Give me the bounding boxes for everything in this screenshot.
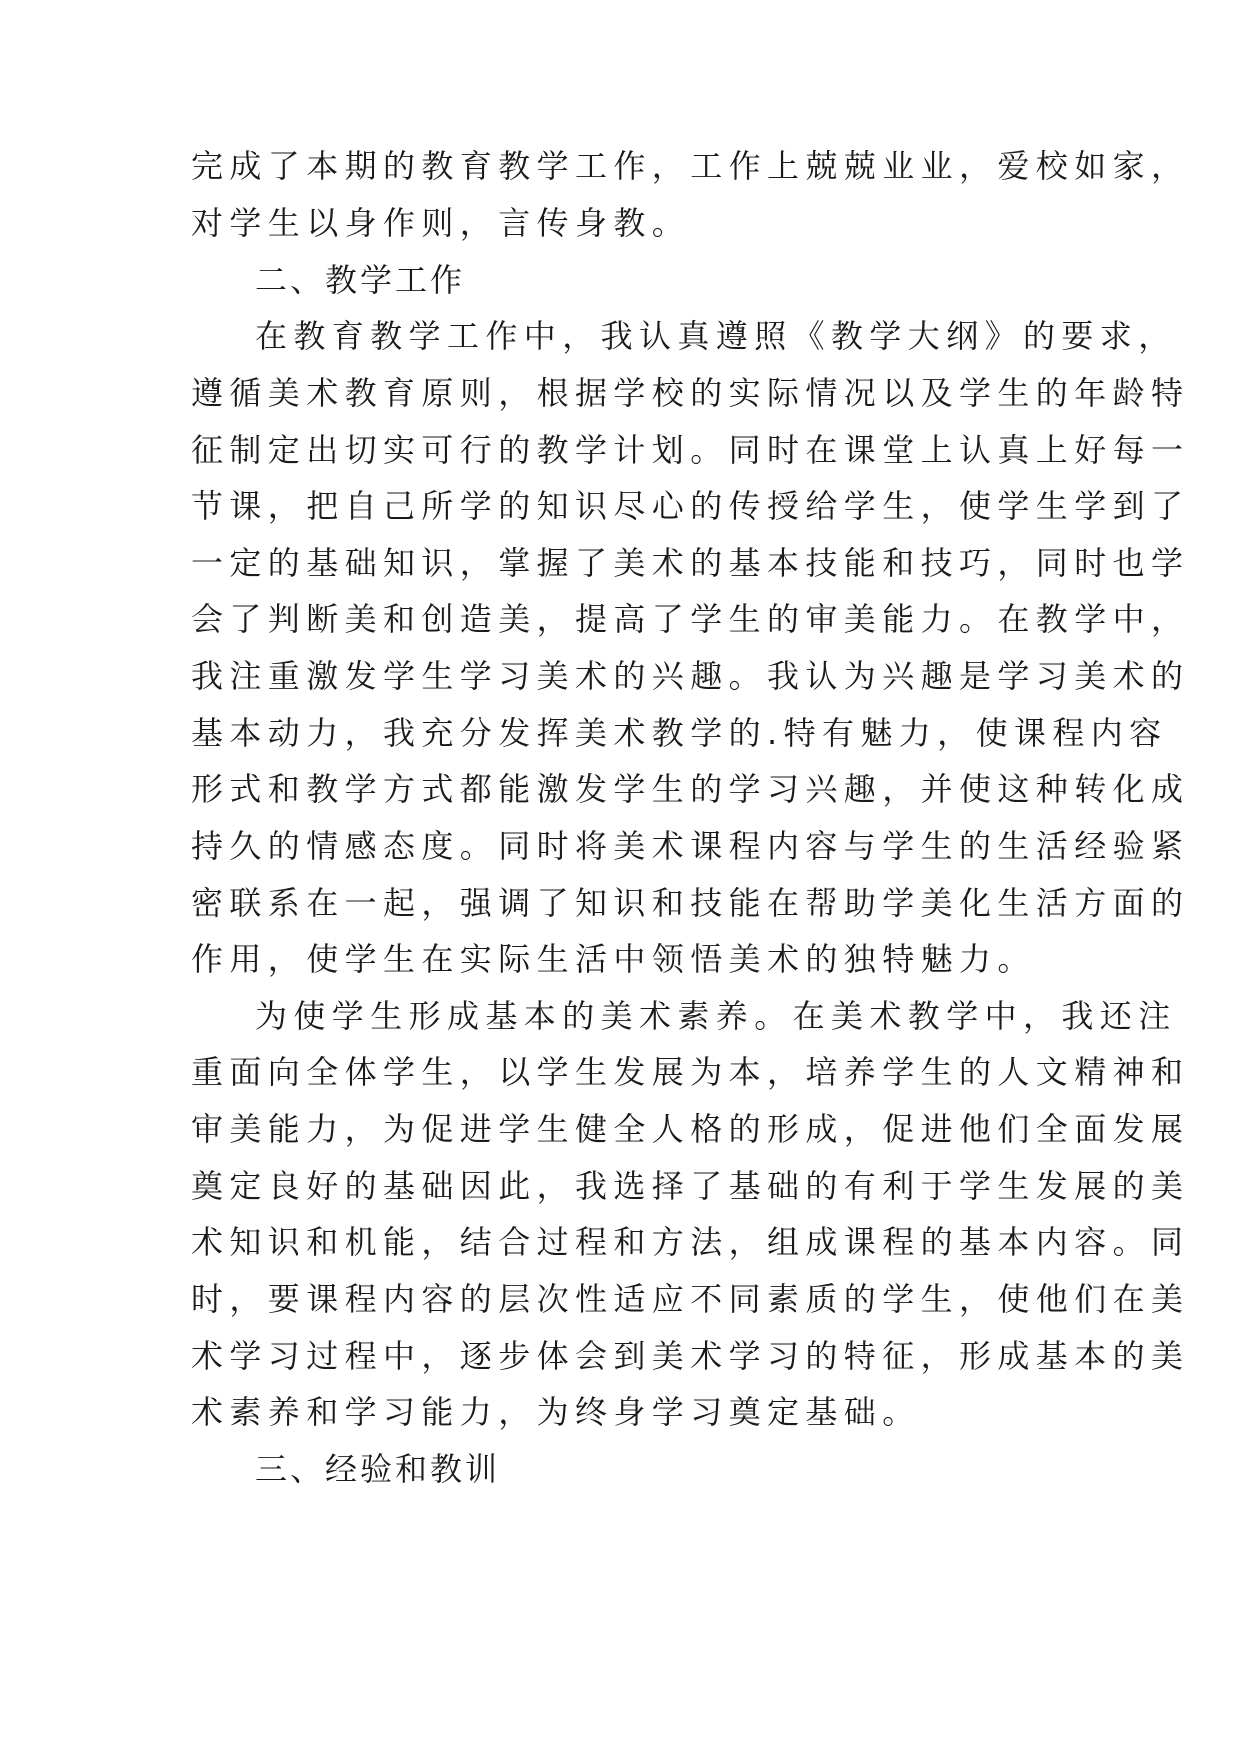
text-line: 时，要课程内容的层次性适应不同素质的学生，使他们在美 <box>191 1280 1190 1318</box>
text-line: 形式和教学方式都能激发学生的学习兴趣，并使这种转化成 <box>191 770 1190 808</box>
text-line: 作用，使学生在实际生活中领悟美术的独特魅力。 <box>191 940 1036 978</box>
text-line: 审美能力，为促进学生健全人格的形成，促进他们全面发展 <box>191 1110 1190 1148</box>
text-line: 一定的基础知识，掌握了美术的基本技能和技巧，同时也学 <box>191 544 1190 582</box>
text-line: 遵循美术教育原则，根据学校的实际情况以及学生的年龄特 <box>191 374 1190 412</box>
text-line: 对学生以身作则，言传身教。 <box>191 204 691 242</box>
text-line: 持久的情感态度。同时将美术课程内容与学生的生活经验紧 <box>191 827 1190 865</box>
section-heading: 二、教学工作 <box>255 261 466 299</box>
paragraph-start-line: 为使学生形成基本的美术素养。在美术教学中，我还注 <box>255 997 1177 1035</box>
text-line: 会了判断美和创造美，提高了学生的审美能力。在教学中， <box>191 600 1190 638</box>
text-line: 节课，把自己所学的知识尽心的传授给学生，使学生学到了 <box>191 487 1190 525</box>
text-line: 术知识和机能，结合过程和方法，组成课程的基本内容。同 <box>191 1223 1190 1261</box>
text-line: 重面向全体学生，以学生发展为本，培养学生的人文精神和 <box>191 1053 1190 1091</box>
text-line: 我注重激发学生学习美术的兴趣。我认为兴趣是学习美术的 <box>191 657 1190 695</box>
text-line: 基本动力，我充分发挥美术教学的.特有魅力，使课程内容 <box>191 714 1168 752</box>
paragraph-start-line: 在教育教学工作中，我认真遵照《教学大纲》的要求， <box>255 317 1177 355</box>
text-line: 术学习过程中，逐步体会到美术学习的特征，形成基本的美 <box>191 1337 1190 1375</box>
text-line: 征制定出切实可行的教学计划。同时在课堂上认真上好每一 <box>191 431 1190 469</box>
text-line: 术素养和学习能力，为终身学习奠定基础。 <box>191 1393 921 1431</box>
text-line: 奠定良好的基础因此，我选择了基础的有利于学生发展的美 <box>191 1167 1190 1205</box>
text-line: 完成了本期的教育教学工作，工作上兢兢业业，爱校如家， <box>191 147 1190 185</box>
section-heading: 三、经验和教训 <box>255 1450 501 1488</box>
text-line: 密联系在一起，强调了知识和技能在帮助学美化生活方面的 <box>191 884 1190 922</box>
